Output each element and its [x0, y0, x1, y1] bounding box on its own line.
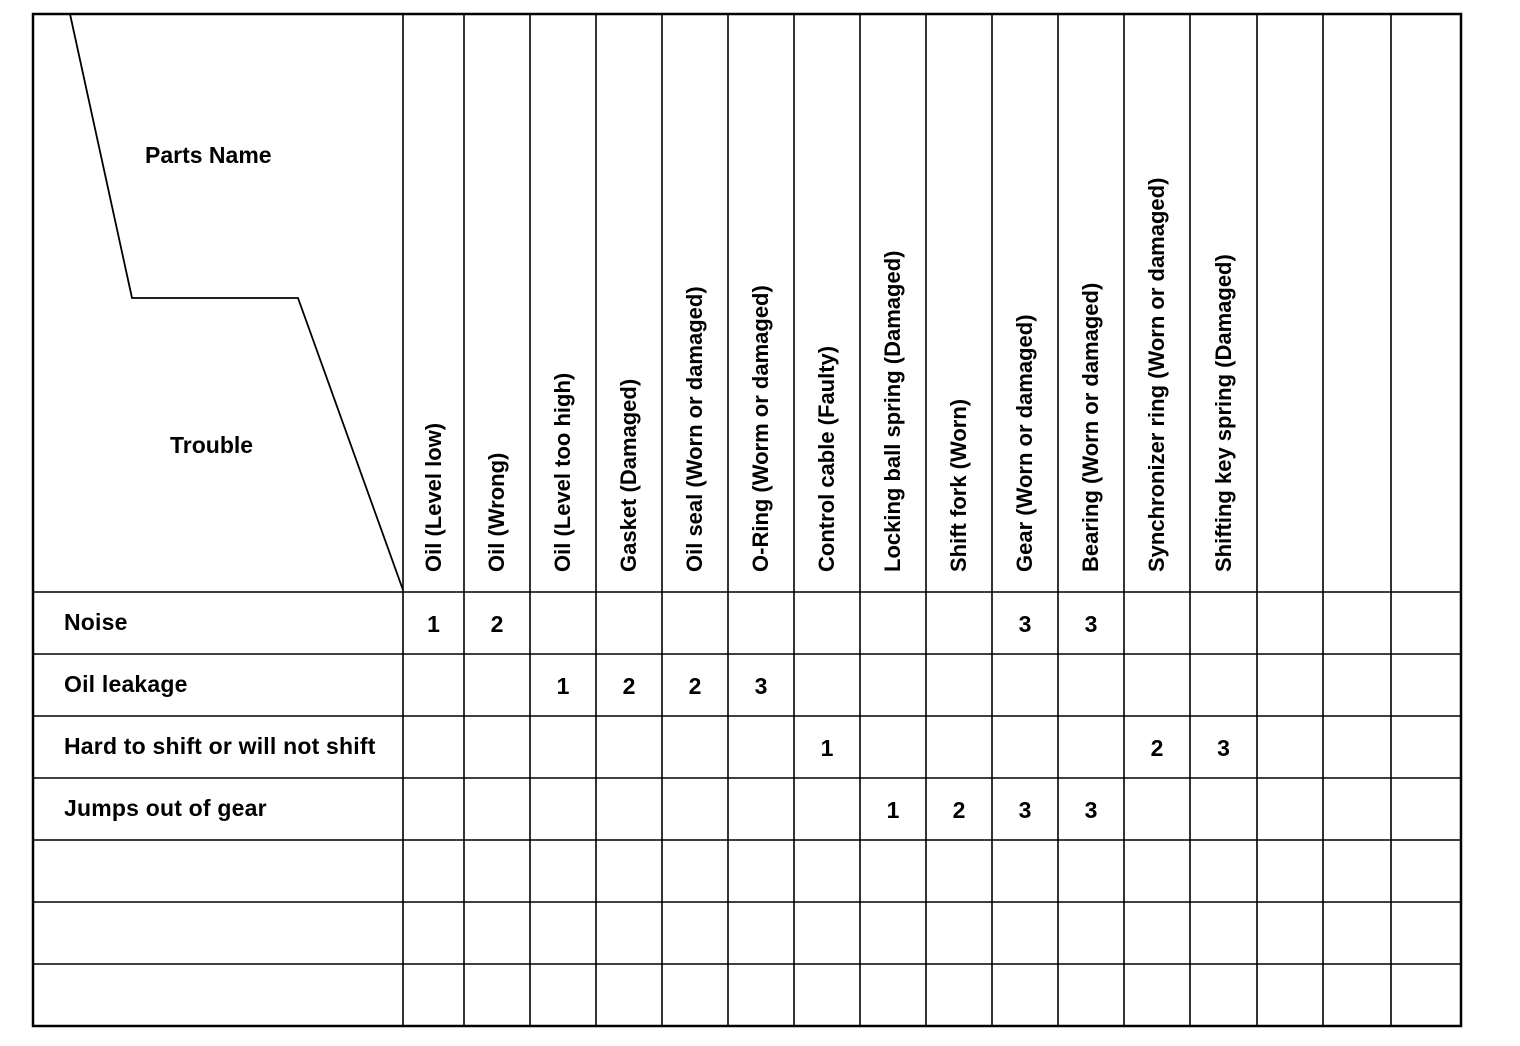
column-header: Control cable (Faulty) [814, 345, 839, 572]
corner-divider [70, 14, 403, 590]
table-cell: 1 [886, 797, 900, 823]
column-header: Oil (Wrong) [484, 452, 509, 572]
table-cell: 3 [1018, 797, 1032, 823]
column-header: Synchronizer ring (Worn or damaged) [1144, 177, 1169, 572]
column-header: Shifting key spring (Damaged) [1210, 254, 1236, 572]
table-cell: 3 [754, 673, 768, 699]
table-cell: 1 [556, 673, 570, 699]
column-header: Gear (Worn or damaged) [1012, 314, 1037, 572]
column-header: O-Ring (Worm or damaged) [748, 285, 773, 572]
column-header: Bearing (Worn or damaged) [1078, 282, 1103, 572]
column-header: Oil (Level low) [420, 422, 446, 572]
table-cell: 2 [688, 673, 702, 699]
column-header: Gasket (Damaged) [616, 378, 641, 572]
table-cell: 3 [1084, 611, 1098, 637]
trouble-label: Trouble [170, 432, 254, 458]
row-label: Noise [64, 609, 128, 635]
parts-name-label: Parts Name [145, 142, 272, 168]
column-header: Shift fork (Worn) [946, 398, 971, 572]
table-cell: 3 [1217, 735, 1230, 761]
column-header: Locking ball spring (Damaged) [880, 250, 905, 572]
row-label: Hard to shift or will not shift [64, 733, 376, 759]
table-cell: 2 [622, 673, 636, 699]
row-label: Oil leakage [64, 671, 188, 697]
column-header: Oil seal (Worn or damaged) [682, 286, 707, 572]
table-cell: 1 [427, 611, 440, 637]
table-cell: 2 [490, 611, 504, 637]
table-cell: 3 [1018, 611, 1032, 637]
table-cell: 2 [1150, 735, 1164, 761]
row-label: Jumps out of gear [64, 795, 267, 821]
table-cell: 1 [820, 735, 834, 761]
column-header: Oil (Level too high) [550, 372, 575, 572]
table-cell: 2 [952, 797, 966, 823]
table-cell: 3 [1084, 797, 1098, 823]
